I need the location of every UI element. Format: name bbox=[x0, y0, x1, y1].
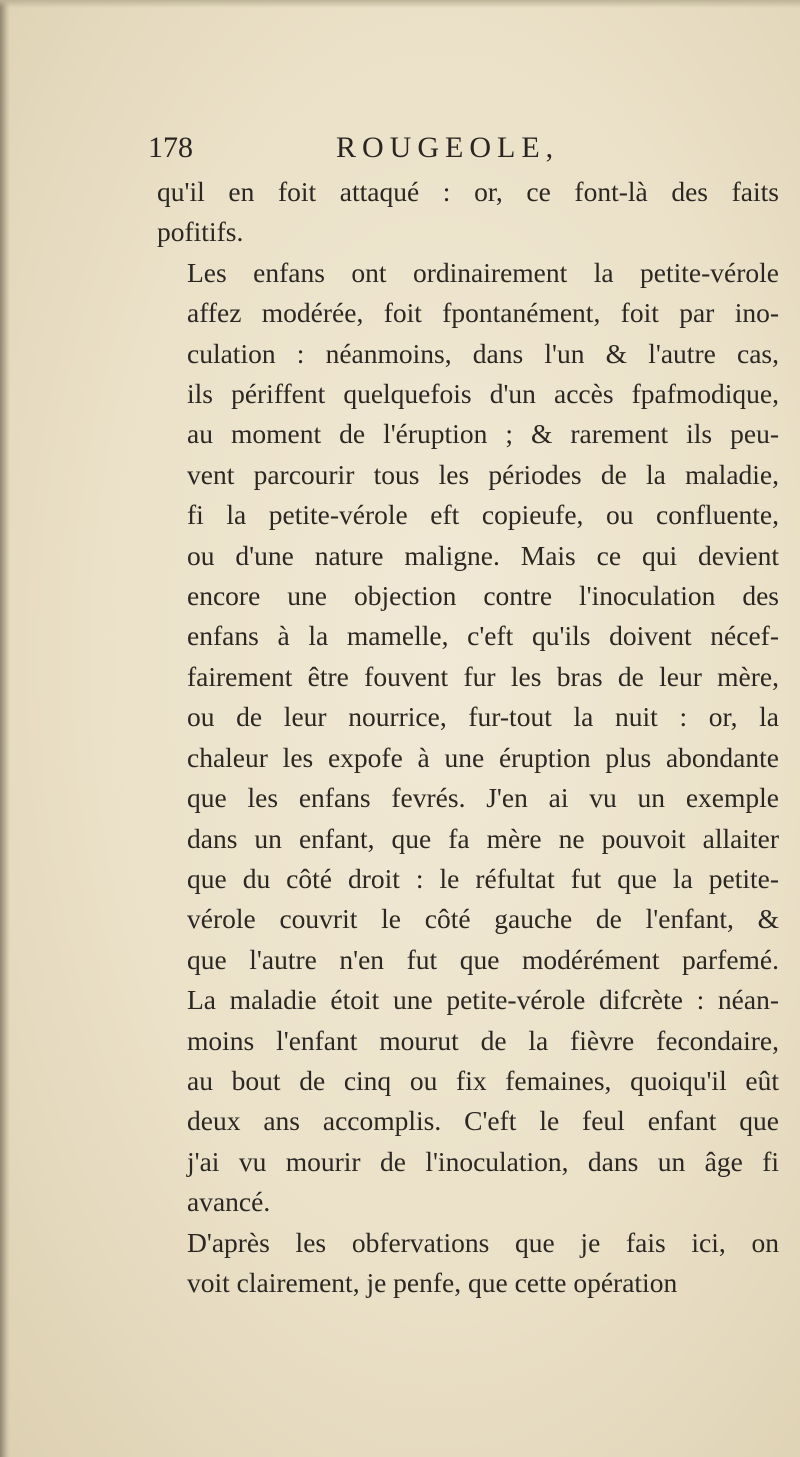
text-line: deux ans accomplis. C'eft le feul enfant que bbox=[187, 1105, 779, 1137]
running-title: ROUGEOLE, bbox=[336, 131, 560, 164]
text-line: qu'il en foit attaqué : or, ce font-là des faits bbox=[157, 176, 779, 207]
text-line: au bout de cinq ou fix femaines, quoiqu'il eût bbox=[187, 1064, 779, 1096]
text-line: D'après les obfervations que je fais ici, on bbox=[187, 1226, 779, 1258]
text-line: chaleur les expofe à une éruption plus abondante bbox=[187, 741, 779, 773]
text-line: vent parcourir tous les périodes de la maladie, bbox=[187, 458, 779, 490]
text-line: culation : néanmoins, dans l'un & l'autre cas, bbox=[187, 337, 779, 369]
paragraph-continuation bbox=[157, 172, 779, 253]
paragraph-inoculation-children bbox=[157, 253, 779, 1223]
text-line: encore une objection contre l'inoculation des bbox=[187, 580, 779, 612]
text-line: ou de leur nourrice, fur-tout la nuit : or, la bbox=[187, 701, 779, 733]
text-line: que les enfans fevrés. J'en ai vu un exemple bbox=[187, 782, 779, 814]
text-line: voit clairement, je penfe, que cette opération bbox=[187, 1266, 678, 1298]
text-line: La maladie étoit une petite-vérole difcrète : néan- bbox=[187, 984, 779, 1016]
text-line: vérole couvrit le côté gauche de l'enfant, & bbox=[187, 903, 779, 935]
text-line: fi la petite-vérole eft copieufe, ou confluente, bbox=[187, 499, 779, 531]
page-left-edge-shadow bbox=[0, 0, 10, 1457]
body-text bbox=[157, 172, 779, 1303]
page-top-edge-shadow bbox=[0, 0, 800, 8]
text-line: dans un enfant, que fa mère ne pouvoit allaiter bbox=[187, 822, 779, 854]
text-line: ils périffent quelquefois d'un accès fpafmodique, bbox=[187, 378, 779, 410]
text-line: fairement être fouvent fur les bras de leur mère, bbox=[187, 660, 779, 692]
text-line: pofitifs. bbox=[157, 216, 244, 248]
text-line: moins l'enfant mourut de la fièvre fecondaire, bbox=[187, 1024, 779, 1056]
running-header bbox=[148, 128, 648, 168]
text-line: Les enfans ont ordinairement la petite-vérole bbox=[187, 256, 779, 288]
page-number: 178 bbox=[148, 131, 193, 164]
text-line: avancé. bbox=[187, 1186, 271, 1218]
text-line: j'ai vu mourir de l'inoculation, dans un âge fi bbox=[187, 1145, 779, 1177]
paragraph-observations bbox=[157, 1223, 779, 1304]
text-line: que l'autre n'en fut que modérément parfemé. bbox=[187, 943, 779, 975]
text-line: affez modérée, foit fpontanément, foit par ino- bbox=[187, 297, 779, 329]
text-line: enfans à la mamelle, c'eft qu'ils doivent nécef- bbox=[187, 620, 779, 652]
text-line: que du côté droit : le réfultat fut que la petite- bbox=[187, 862, 779, 894]
text-line: au moment de l'éruption ; & rarement ils peu- bbox=[187, 418, 779, 450]
text-line: ou d'une nature maligne. Mais ce qui devient bbox=[187, 539, 779, 571]
